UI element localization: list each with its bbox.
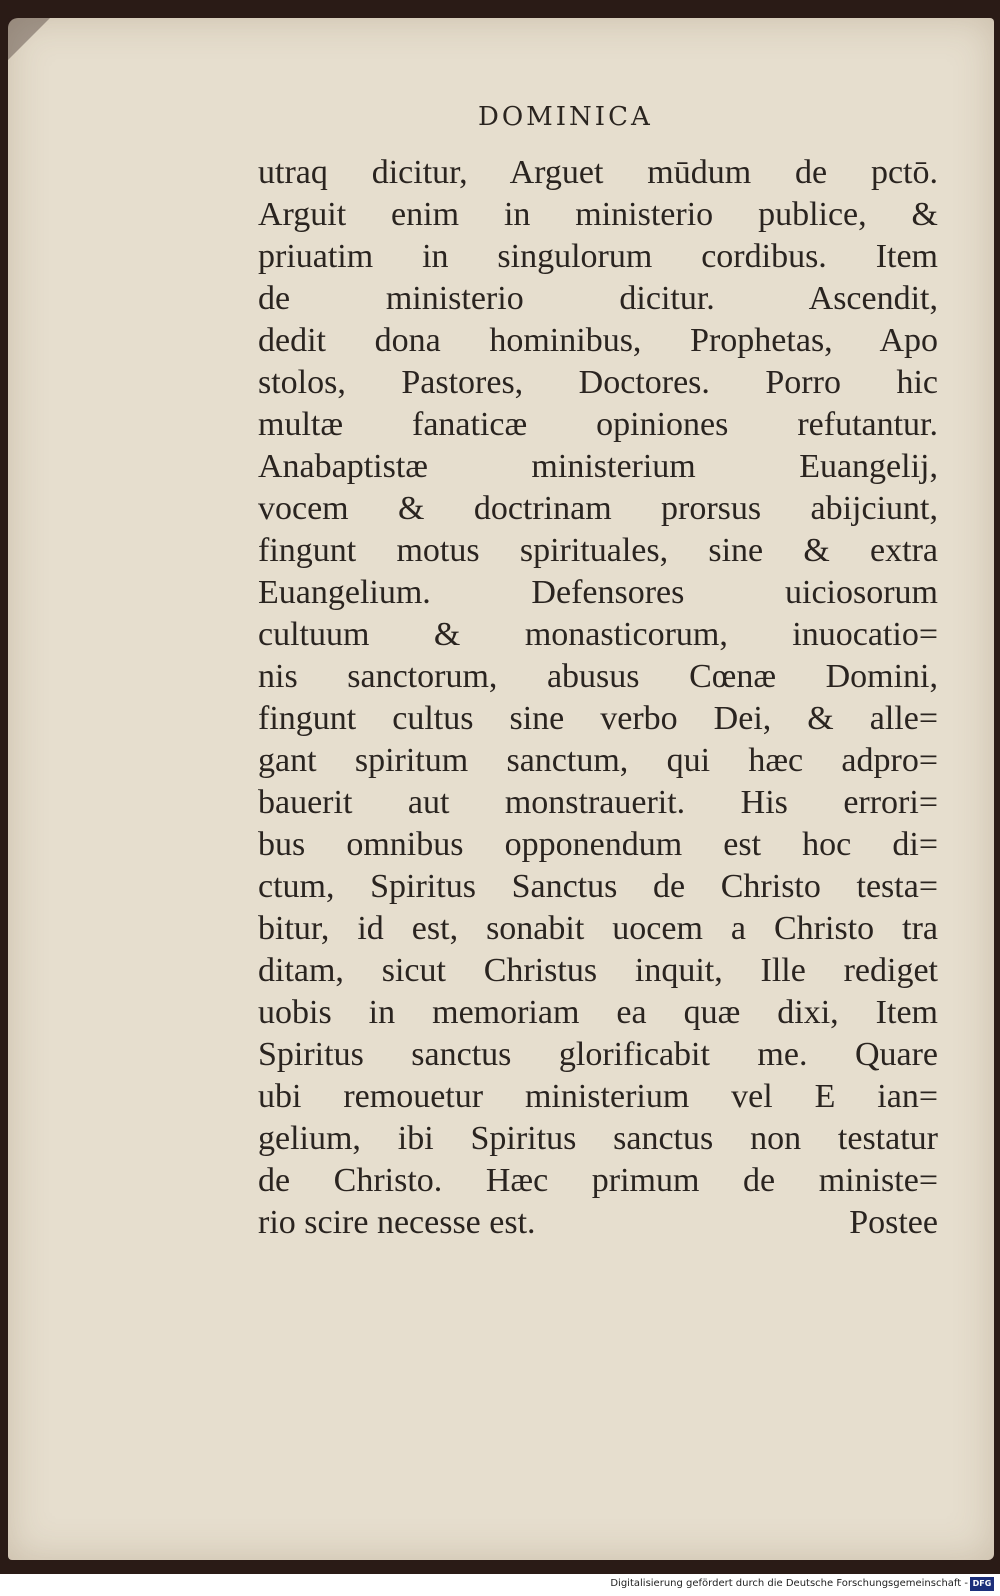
text-line: ditam, sicut Christus inquit, Ille rediget [258,952,938,989]
footer-credit: Digitalisierung gefördert durch die Deutsche Forschungsgemeinschaft - [610,1578,968,1589]
text-line: de ministerio dicitur. Ascendit, [258,280,938,317]
dfg-logo-icon: DFG [970,1577,994,1591]
text-line: multæ fanaticæ opiniones refutantur. [258,406,938,443]
footer-bar [0,1574,1000,1596]
text-line: ubi remouetur ministerium vel E ian= [258,1078,938,1115]
text-line: gelium, ibi Spiritus sanctus non testatur [258,1120,938,1157]
text-line: bus omnibus opponendum est hoc di= [258,826,938,863]
text-line-last-text: rio scire necesse est. [258,1204,536,1241]
page-fold [8,18,50,60]
text-line: ctum, Spiritus Sanctus de Christo testa= [258,868,938,905]
running-head: DOMINICA [478,102,653,132]
text-line-last [258,1202,938,1244]
text-line: fingunt cultus sine verbo Dei, & alle= [258,700,938,737]
text-line: Anabaptistæ ministerium Euangelij, [258,448,938,485]
catchword: Postee [849,1204,938,1241]
text-line: gant spiritum sanctum, qui hæc adpro= [258,742,938,779]
text-line: priuatim in singulorum cordibus. Item [258,238,938,275]
text-line: fingunt motus spirituales, sine & extra [258,532,938,569]
text-line: cultuum & monasticorum, inuocatio= [258,616,938,653]
text-line: vocem & doctrinam prorsus abijciunt, [258,490,938,527]
text-line: Euangelium. Defensores uiciosorum [258,574,938,611]
text-line: dedit dona hominibus, Prophetas, Apo [258,322,938,359]
text-line: Spiritus sanctus glorificabit me. Quare [258,1036,938,1073]
text-line: Arguit enim in ministerio publice, & [258,196,938,233]
text-line: bauerit aut monstrauerit. His errori= [258,784,938,821]
text-line: uobis in memoriam ea quæ dixi, Item [258,994,938,1031]
text-block [258,152,938,1244]
text-line: bitur, id est, sonabit uocem a Christo tra [258,910,938,947]
text-line: stolos, Pastores, Doctores. Porro hic [258,364,938,401]
text-line: utraq dicitur, Arguet mūdum de pctō. [258,154,938,191]
text-line: nis sanctorum, abusus Cœnæ Domini, [258,658,938,695]
text-line: de Christo. Hæc primum de ministe= [258,1162,938,1199]
